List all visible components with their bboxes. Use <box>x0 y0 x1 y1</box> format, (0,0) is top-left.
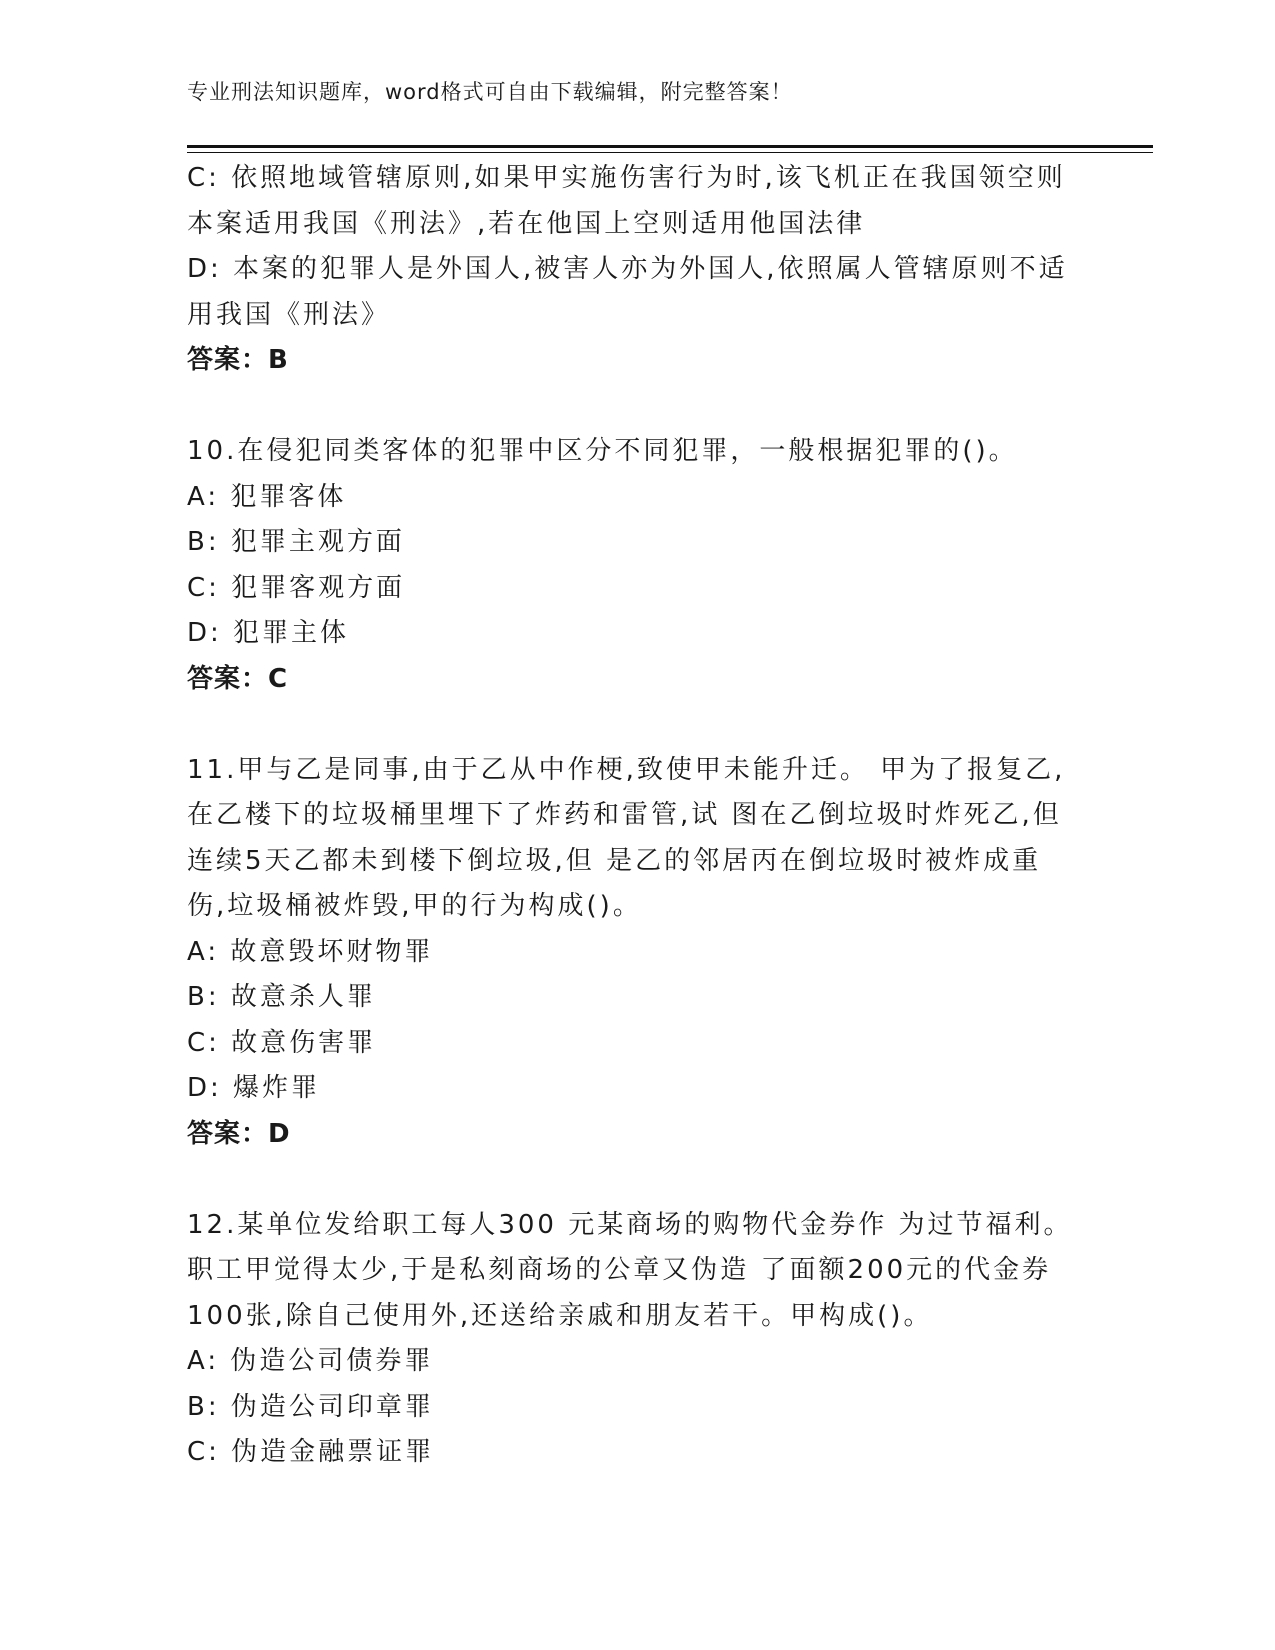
q9-option-d-line1: D: 本案的犯罪人是外国人,被害人亦为外国人,依照属人管辖原则不适 <box>187 254 1068 284</box>
q9-option-d-line2: 用我国《刑法》 <box>187 299 391 330</box>
q11-answer: 答案：D <box>187 1118 291 1149</box>
q11-option-c: C: 故意伤害罪 <box>187 1027 377 1058</box>
q9-option-c-line1: C: 依照地域管辖原则,如果甲实施伤害行为时,该飞机正在我国领空则 <box>187 163 1066 193</box>
q10-option-b: B: 犯罪主观方面 <box>187 527 405 557</box>
q10-option-c: C: 犯罪客观方面 <box>187 572 406 603</box>
q11-stem-line2: 在乙楼下的垃圾桶里埋下了炸药和雷管,试 图在乙倒垃圾时炸死乙,但 <box>187 800 1062 830</box>
page-header: 专业刑法知识题库，word格式可自由下载编辑，附完整答案！ <box>187 80 793 104</box>
q12-stem-line2: 职工甲觉得太少,于是私刻商场的公章又伪造 了面额200元的代金券 <box>187 1255 1052 1285</box>
q12-stem-line3: 100张,除自己使用外,还送给亲戚和朋友若干。甲构成()。 <box>187 1300 933 1331</box>
q10-answer: 答案：C <box>187 663 289 694</box>
question-gap <box>187 384 1087 430</box>
q11-option-d: D: 爆炸罪 <box>187 1073 321 1103</box>
document-body <box>187 156 1087 1476</box>
question-gap <box>187 1157 1087 1203</box>
q12-option-c: C: 伪造金融票证罪 <box>187 1437 435 1467</box>
question-gap <box>187 702 1087 748</box>
q10-stem: 10.在侵犯同类客体的犯罪中区分不同犯罪，一般根据犯罪的()。 <box>187 436 1018 466</box>
q11-stem-line1: 11.甲与乙是同事,由于乙从中作梗,致使甲未能升迁。 甲为了报复乙, <box>187 754 1066 785</box>
q10-option-d: D: 犯罪主体 <box>187 618 350 648</box>
q12-option-a: A: 伪造公司债券罪 <box>187 1346 434 1376</box>
q11-option-b: B: 故意杀人罪 <box>187 982 376 1012</box>
q12-stem-line1: 12.某单位发给职工每人300 元某商场的购物代金券作 为过节福利。 <box>187 1209 1073 1240</box>
q11-stem-line3: 连续5天乙都未到楼下倒垃圾,但 是乙的邻居丙在倒垃圾时被炸成重 <box>187 845 1042 876</box>
q10-option-a: A: 犯罪客体 <box>187 481 347 512</box>
q12-option-b: B: 伪造公司印章罪 <box>187 1391 434 1422</box>
header-divider-thin <box>187 152 1153 153</box>
q11-option-a: A: 故意毁坏财物罪 <box>187 936 434 967</box>
q9-option-c-line2: 本案适用我国《刑法》,若在他国上空则适用他国法律 <box>187 208 866 239</box>
q9-answer: 答案：B <box>187 345 289 375</box>
header-divider-thick <box>187 145 1153 148</box>
q11-stem-line4: 伤,垃圾桶被炸毁,甲的行为构成()。 <box>187 891 642 921</box>
